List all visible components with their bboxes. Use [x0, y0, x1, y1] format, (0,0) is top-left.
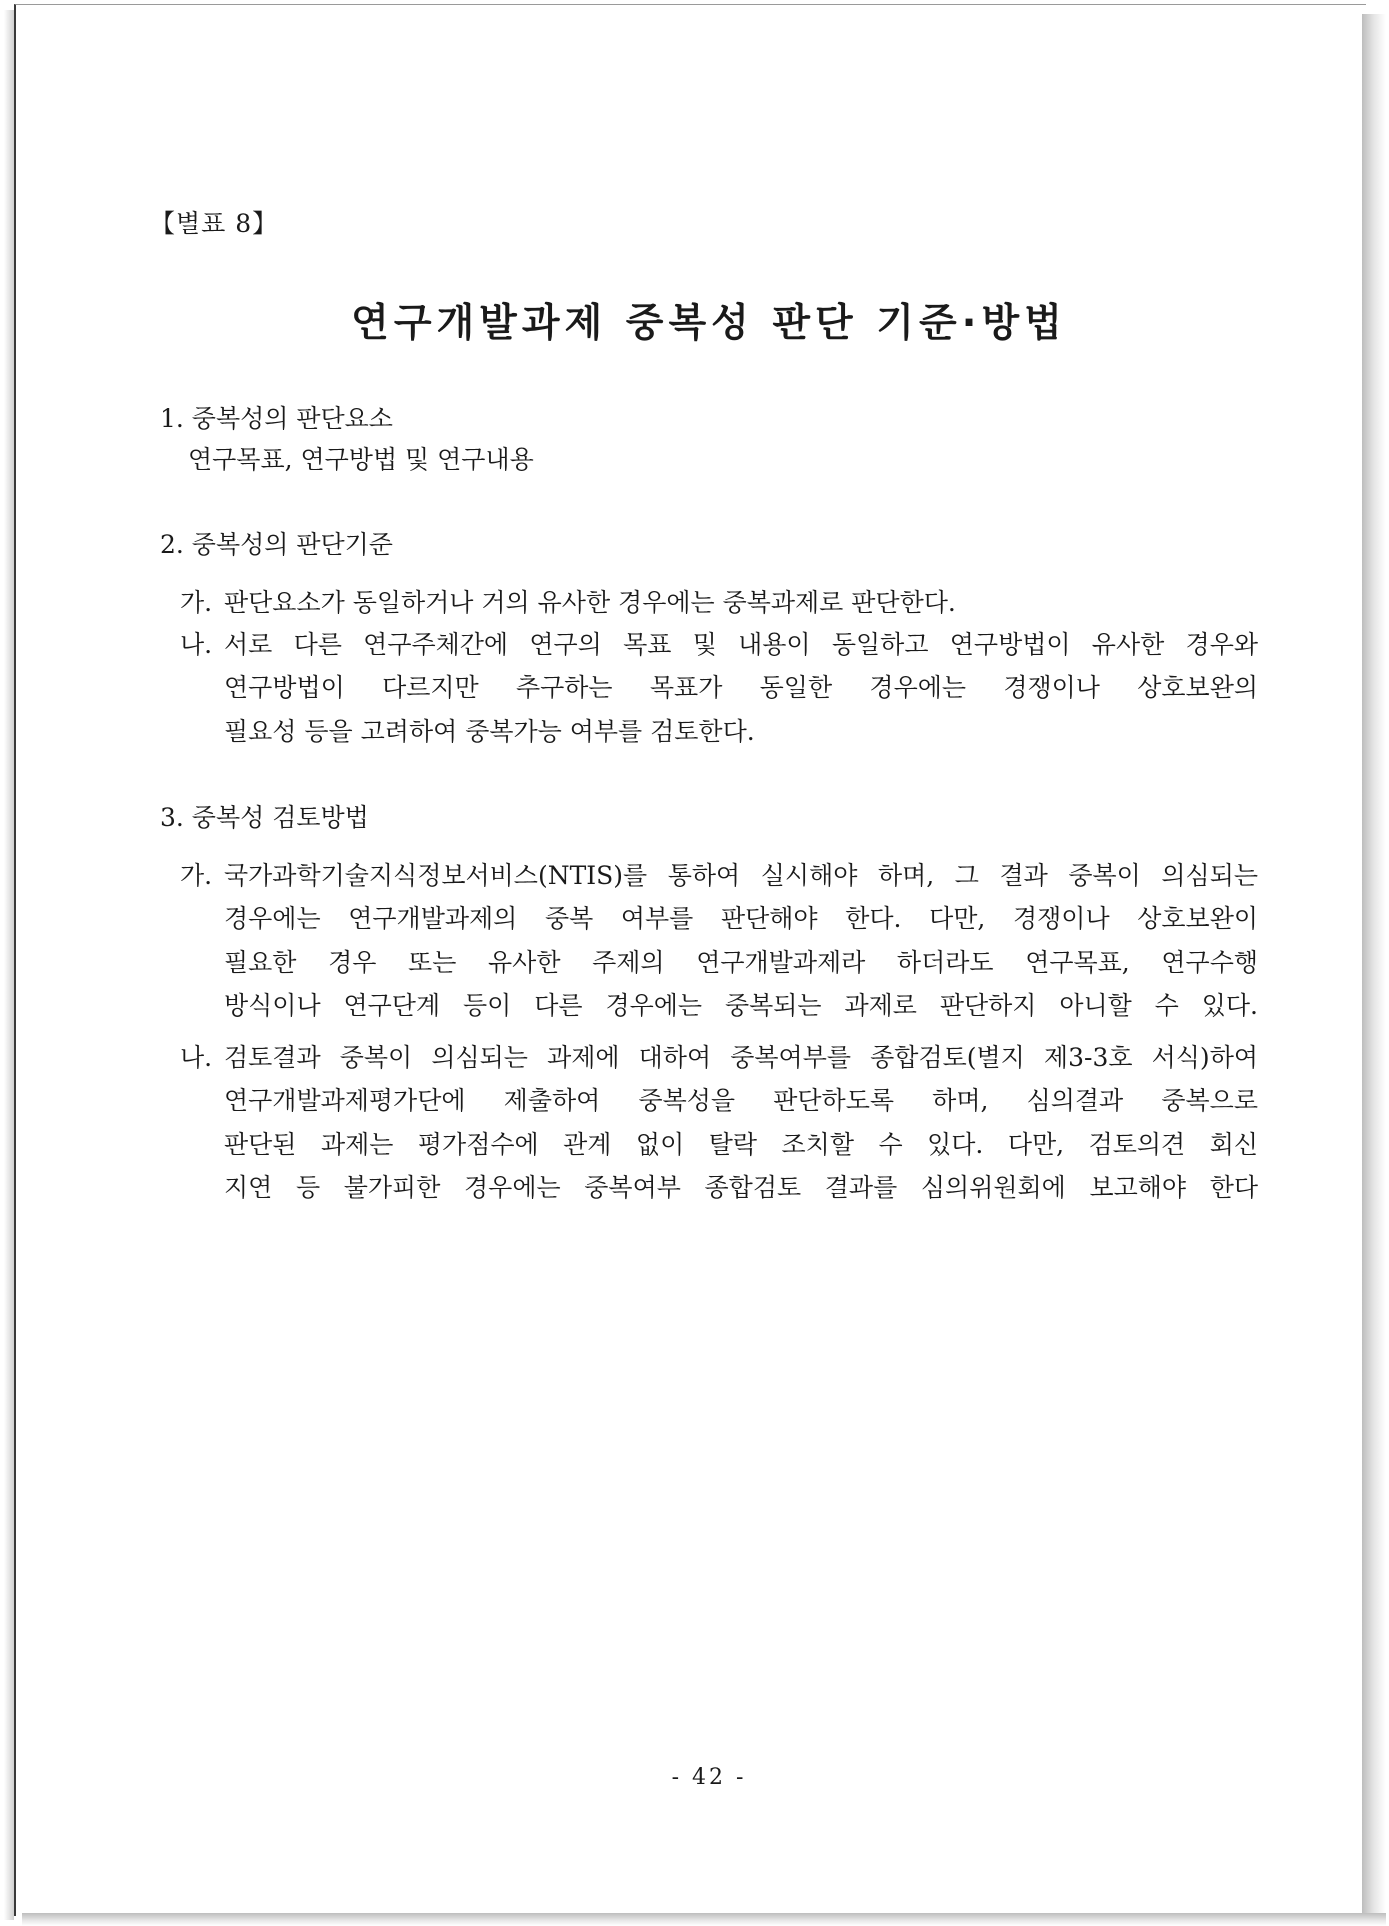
section-2-item-a-line: 판단요소가 동일하거나 거의 유사한 경우에는 중복과제로 판단한다. — [224, 588, 956, 617]
section-2-item-a-marker: 가. — [180, 588, 213, 617]
section-3-item-b-line: 판단된 과제는 평가점수에 관계 없이 탈락 조치할 수 있다. 다만, 검토의견 회신 — [224, 1130, 1258, 1159]
section-3-item-b-line: 검토결과 중복이 의심되는 과제에 대하여 중복여부를 종합검토(별지 제3-3호 서식)하여 — [224, 1043, 1258, 1072]
section-2-heading: 2. 중복성의 판단기준 — [160, 530, 393, 559]
section-3-item-b-line: 지연 등 불가피한 경우에는 중복여부 종합검토 결과를 심의위원회에 보고해야 한다 — [224, 1173, 1258, 1202]
page-bottom-shadow — [22, 1913, 1386, 1926]
section-1-heading: 1. 중복성의 판단요소 — [160, 404, 393, 433]
section-3-item-a-marker: 가. — [180, 861, 213, 890]
section-2-item-b-line: 필요성 등을 고려하여 중복가능 여부를 검토한다. — [224, 717, 755, 746]
section-3-item-b-line: 연구개발과제평가단에 제출하여 중복성을 판단하도록 하며, 심의결과 중복으로 — [224, 1086, 1258, 1115]
section-3-heading: 3. 중복성 검토방법 — [160, 803, 369, 832]
annex-label: 【별표 8】 — [150, 209, 279, 238]
page-title: 연구개발과제 중복성 판단 기준·방법 — [351, 301, 1067, 346]
section-2-item-b-marker: 나. — [180, 630, 213, 659]
section-2-item-b-line: 연구방법이 다르지만 추구하는 목표가 동일한 경우에는 경쟁이나 상호보완의 — [224, 673, 1258, 702]
section-3-item-a-line: 필요한 경우 또는 유사한 주제의 연구개발과제라 하더라도 연구목표, 연구수행 — [224, 948, 1258, 977]
page-number: - 42 - — [671, 1765, 747, 1790]
section-1-body: 연구목표, 연구방법 및 연구내용 — [188, 445, 534, 474]
section-3-item-a-line: 경우에는 연구개발과제의 중복 여부를 판단해야 한다. 다만, 경쟁이나 상호보완이 — [224, 904, 1258, 933]
section-3-item-a-line: 국가과학기술지식정보서비스(NTIS)를 통하여 실시해야 하며, 그 결과 중복이 의심되는 — [224, 861, 1258, 890]
section-3-item-b-marker: 나. — [180, 1043, 213, 1072]
section-3-item-a-line: 방식이나 연구단계 등이 다른 경우에는 중복되는 과제로 판단하지 아니할 수 있다. — [224, 991, 1258, 1020]
section-2-item-b-line: 서로 다른 연구주체간에 연구의 목표 및 내용이 동일하고 연구방법이 유사한 경우와 — [224, 630, 1258, 659]
